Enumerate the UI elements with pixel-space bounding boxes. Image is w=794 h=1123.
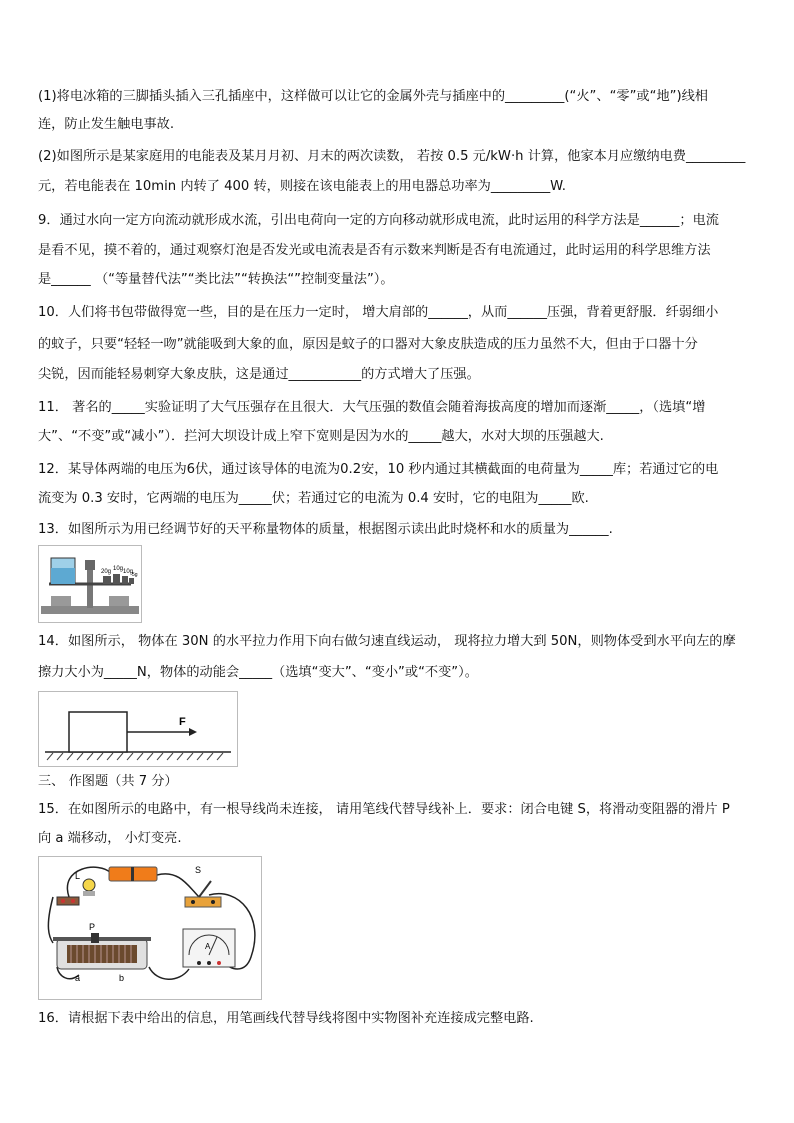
- text-line: 9．通过水向一定方向流动就形成水流，引出电荷向一定的方向移动就形成电流，此时运用的科学方法是______；电流: [38, 213, 719, 228]
- text-line: 擦力大小为_____N，物体的动能会_____（选填“变大”、“变小”或“不变”）。: [38, 665, 478, 680]
- text-line: 元，若电能表在 10min 内转了 400 转，则接在该电能表上的用电器总功率为_________W.: [38, 179, 566, 194]
- text-line: 13．如图所示为用已经调节好的天平称量物体的质量，根据图示读出此时烧杯和水的质量为______.: [38, 522, 613, 537]
- text-line: 连，防止发生触电事故.: [38, 117, 175, 132]
- text-line: 14．如图所示， 物体在 30N 的水平拉力作用下向右做匀速直线运动， 现将拉力增大到 50N，则物体受到水平向左的摩: [38, 634, 736, 649]
- text-line: 16．请根据下表中给出的信息，用笔画线代替导线将图中实物图补充连接成完整电路.: [38, 1011, 534, 1026]
- text-line: 的蚊子，只要“轻轻一吻”就能吸到大象的血，原因是蚊子的口器对大象皮肤造成的压力虽然不大，但由于口器十分: [38, 337, 698, 352]
- lamp-label: L: [75, 871, 81, 881]
- text-line: 尖锐，因而能轻易刺穿大象皮肤，这是通过___________的方式增大了压强。: [38, 367, 480, 382]
- force-figure: [38, 691, 238, 767]
- text-line: 是看不见，摸不着的，通过观察灯泡是否发光或电流表是否有示数来判断是否有电流通过，此时运用的科学思维方法: [38, 243, 711, 258]
- end-a-label: a: [75, 973, 81, 983]
- text-line: 向 a 端移动， 小灯变亮.: [38, 831, 182, 846]
- text-line: 12．某导体两端的电压为6伏，通过该导体的电流为0.2安，10 秒内通过其横截面的电荷量为_____库；若通过它的电: [38, 462, 719, 477]
- weight-label: 10g: [123, 569, 134, 575]
- section-title: 三、 作图题（共 7 分）: [38, 774, 178, 789]
- weight-label: 10g: [113, 566, 124, 572]
- end-b-label: b: [119, 973, 125, 983]
- weight-label: 5g: [132, 572, 138, 578]
- text-line: (2)如图所示是某家庭用的电能表及某月月初、月末的两次读数， 若按 0.5 元/kW·h 计算，他家本月应缴纳电费_________: [38, 149, 746, 164]
- text-line: 11． 著名的_____实验证明了大气压强存在且很大．大气压强的数值会随着海拔高度的增加而逐渐_____，（选填“增: [38, 400, 706, 415]
- slider-label: P: [89, 922, 96, 932]
- text-line: 10．人们将书包带做得宽一些，目的是在压力一定时， 增大肩部的______，从而______压强，背着更舒服．纤弱细小: [38, 305, 719, 320]
- circuit-figure: [38, 856, 262, 1000]
- text-line: 大”、“不变”或“减小”）．拦河大坝设计成上窄下宽则是因为水的_____越大，水对大坝的压强越大.: [38, 429, 604, 444]
- balance-figure: [38, 545, 142, 623]
- switch-label: S: [195, 865, 202, 875]
- ammeter-label: A: [205, 942, 211, 951]
- text-line: 流变为 0.3 安时，它两端的电压为_____伏；若通过它的电流为 0.4 安时，它的电阻为_____欧.: [38, 491, 589, 506]
- text-line: 15．在如图所示的电路中，有一根导线尚未连接， 请用笔线代替导线补上．要求：闭合电键 S，将滑动变阻器的滑片 P: [38, 802, 730, 817]
- weight-label: 20g: [101, 569, 112, 575]
- text-line: (1)将电冰箱的三脚插头插入三孔插座中，这样做可以让它的金属外壳与插座中的_________(“火”、“零”或“地”)线相: [38, 89, 708, 104]
- text-line: 是______ （“等量替代法”“类比法”“转换法“”控制变量法”）。: [38, 272, 394, 287]
- force-label: F: [179, 716, 186, 728]
